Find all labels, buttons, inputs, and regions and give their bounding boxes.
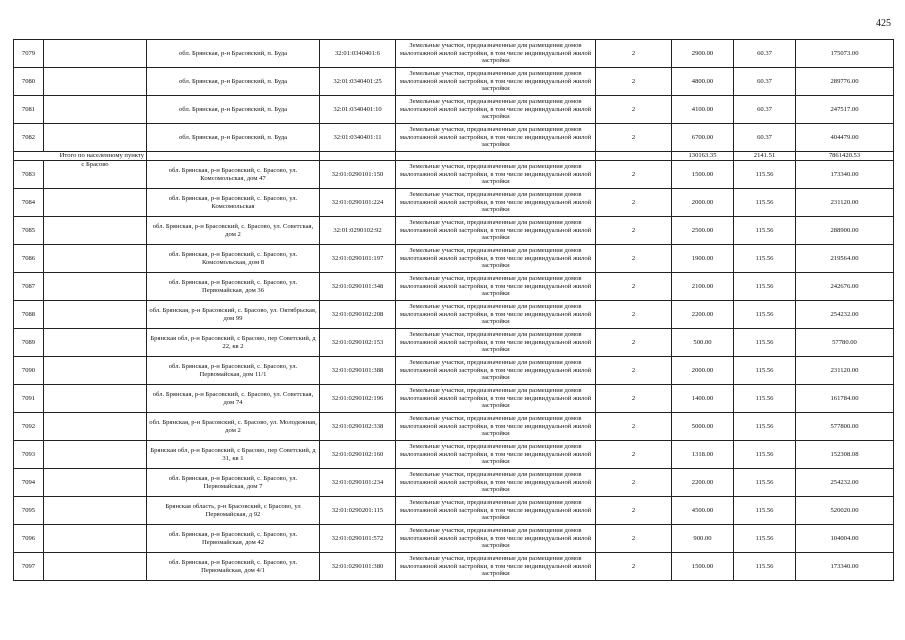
address-cell: обл. Брянская, р-н Брасовский, с. Брасово, ул. Комсомольская, дом 8: [147, 245, 320, 273]
table-row: [14, 441, 894, 469]
cadastral-value-cell: 288900.00: [796, 217, 894, 245]
land-category-cell: Земельные участки, предназначенные для размещения домов малоэтажной жилой застройки, в том числе индивидуальной жилой застройки: [396, 40, 596, 68]
row-number: 7081: [14, 96, 44, 124]
land-category-cell: Земельные участки, предназначенные для размещения домов малоэтажной жилой застройки, в том числе индивидуальной жилой застройки: [396, 96, 596, 124]
unit-price-cell: 60.37: [734, 124, 796, 152]
total-label: Итого по населенному пункту: [14, 152, 147, 161]
area-cell: 4800.00: [672, 68, 734, 96]
row-number: 7092: [14, 413, 44, 441]
address-cell: обл. Брянская, р-н Брасовский, п. Буда: [147, 124, 320, 152]
address-cell: обл. Брянская, р-н Брасовский, с. Брасово, ул. Советская, дом 74: [147, 385, 320, 413]
land-category-cell: Земельные участки, предназначенные для размещения домов малоэтажной жилой застройки, в том числе индивидуальной жилой застройки: [396, 553, 596, 581]
unit-price-cell: 60.37: [734, 40, 796, 68]
unit-price-cell: 115.56: [734, 553, 796, 581]
cadastral-value-cell: 152308.08: [796, 441, 894, 469]
unit-price-cell: 115.56: [734, 301, 796, 329]
land-category-cell: Земельные участки, предназначенные для размещения домов малоэтажной жилой застройки, в том числе индивидуальной жилой застройки: [396, 357, 596, 385]
group-cell: 2: [596, 553, 672, 581]
address-cell: обл. Брянская, р-н Брасовский, с. Брасово, ул. Первомайская, дом 11/1: [147, 357, 320, 385]
cadastral-number-cell: 32:01:0290201:115: [320, 497, 396, 525]
group-cell: 2: [596, 245, 672, 273]
address-cell: обл. Брянская, р-н Брасовский, п. Буда: [147, 96, 320, 124]
address-cell: обл. Брянская, р-н Брасовский, с. Брасово, ул. Молодежная, дом 2: [147, 413, 320, 441]
land-category-cell: Земельные участки, предназначенные для размещения домов малоэтажной жилой застройки, в том числе индивидуальной жилой застройки: [396, 301, 596, 329]
cadastral-value-cell: 175073.00: [796, 40, 894, 68]
unit-price-cell: 115.56: [734, 469, 796, 497]
settlement-cell: [44, 40, 147, 68]
cadastral-value-cell: 57780.00: [796, 329, 894, 357]
cadastral-value-cell: 289776.00: [796, 68, 894, 96]
row-number: 7088: [14, 301, 44, 329]
row-number: 7079: [14, 40, 44, 68]
settlement-cell: [44, 245, 147, 273]
area-cell: 6700.00: [672, 124, 734, 152]
cadastral-number-cell: 32:01:0290101:224: [320, 189, 396, 217]
group-cell: 2: [596, 161, 672, 189]
unit-price-cell: 115.56: [734, 385, 796, 413]
group-cell: 2: [596, 357, 672, 385]
land-category-cell: Земельные участки, предназначенные для размещения домов малоэтажной жилой застройки, в том числе индивидуальной жилой застройки: [396, 329, 596, 357]
cadastral-number-cell: 32:01:0290102:153: [320, 329, 396, 357]
group-cell: 2: [596, 525, 672, 553]
area-cell: 2500.00: [672, 217, 734, 245]
cadastral-value-cell: 231120.00: [796, 189, 894, 217]
settlement-cell: [44, 68, 147, 96]
cadastral-value-cell: 520020.00: [796, 497, 894, 525]
unit-price-cell: 60.37: [734, 68, 796, 96]
unit-price-cell: 115.56: [734, 497, 796, 525]
cadastral-number-cell: 32:01:0340401:25: [320, 68, 396, 96]
group-cell: 2: [596, 189, 672, 217]
cadastral-value-cell: 173340.00: [796, 161, 894, 189]
land-category-cell: Земельные участки, предназначенные для размещения домов малоэтажной жилой застройки, в том числе индивидуальной жилой застройки: [396, 469, 596, 497]
settlement-cell: [44, 469, 147, 497]
settlement-cell: [44, 273, 147, 301]
cadastral-value-cell: 231120.00: [796, 357, 894, 385]
unit-price-cell: 115.56: [734, 357, 796, 385]
area-cell: 1900.00: [672, 245, 734, 273]
table-row: [14, 413, 894, 441]
cadastral-value-cell: 404479.00: [796, 124, 894, 152]
settlement-cell: [44, 301, 147, 329]
page-number: 425: [876, 18, 891, 29]
area-cell: 2200.00: [672, 469, 734, 497]
settlement-cell: [44, 357, 147, 385]
area-cell: 900.00: [672, 525, 734, 553]
row-number: 7080: [14, 68, 44, 96]
area-cell: 1318.00: [672, 441, 734, 469]
settlement-cell: [44, 497, 147, 525]
area-cell: 500.00: [672, 329, 734, 357]
total-price: 2141.51: [734, 152, 796, 161]
row-number: 7083: [14, 161, 44, 189]
unit-price-cell: 60.37: [734, 96, 796, 124]
settlement-cell: [44, 329, 147, 357]
total-area: 130163.35: [672, 152, 734, 161]
area-cell: 1500.00: [672, 553, 734, 581]
area-cell: 2100.00: [672, 273, 734, 301]
table-row: [14, 96, 894, 124]
area-cell: 2000.00: [672, 357, 734, 385]
cadastral-value-cell: 254232.00: [796, 469, 894, 497]
address-cell: обл. Брянская, р-н Брасовский, с. Брасово, ул. Первомайская, дом 42: [147, 525, 320, 553]
table-row: [14, 329, 894, 357]
cadastral-value-cell: 254232.00: [796, 301, 894, 329]
row-number: 7096: [14, 525, 44, 553]
cadastral-value-cell: 242676.00: [796, 273, 894, 301]
cadastral-number-cell: 32:01:0290102:160: [320, 441, 396, 469]
address-cell: Брянская область, р-н Брасовский, с Брасово, ул Первомайская, д 92: [147, 497, 320, 525]
row-number: 7093: [14, 441, 44, 469]
cadastral-number-cell: 32:01:0290101:197: [320, 245, 396, 273]
cadastral-number-cell: 32:01:0290101:150: [320, 161, 396, 189]
cadastral-number-cell: 32:01:0290102:92: [320, 217, 396, 245]
table-row: [14, 189, 894, 217]
land-category-cell: Земельные участки, предназначенные для размещения домов малоэтажной жилой застройки, в том числе индивидуальной жилой застройки: [396, 385, 596, 413]
row-number: 7095: [14, 497, 44, 525]
land-category-cell: Земельные участки, предназначенные для размещения домов малоэтажной жилой застройки, в том числе индивидуальной жилой застройки: [396, 497, 596, 525]
table-row: [14, 124, 894, 152]
table-row: [14, 497, 894, 525]
settlement-total-row: [14, 152, 894, 161]
address-cell: обл. Брянская, р-н Брасовский, п. Буда: [147, 40, 320, 68]
area-cell: 5000.00: [672, 413, 734, 441]
land-category-cell: Земельные участки, предназначенные для размещения домов малоэтажной жилой застройки, в том числе индивидуальной жилой застройки: [396, 525, 596, 553]
settlement-cell: [44, 96, 147, 124]
group-cell: 2: [596, 273, 672, 301]
cadastral-number-cell: 32:01:0290102:196: [320, 385, 396, 413]
address-cell: обл. Брянская, р-н Брасовский, с. Брасово, ул. Первомайская, дом 7: [147, 469, 320, 497]
table-row: [14, 357, 894, 385]
table-row: [14, 301, 894, 329]
unit-price-cell: 115.56: [734, 273, 796, 301]
land-category-cell: Земельные участки, предназначенные для размещения домов малоэтажной жилой застройки, в том числе индивидуальной жилой застройки: [396, 217, 596, 245]
address-cell: обл. Брянская, р-н Брасовский, п. Буда: [147, 68, 320, 96]
cadastral-value-cell: 104004.00: [796, 525, 894, 553]
land-category-cell: Земельные участки, предназначенные для размещения домов малоэтажной жилой застройки, в том числе индивидуальной жилой застройки: [396, 245, 596, 273]
land-category-cell: Земельные участки, предназначенные для размещения домов малоэтажной жилой застройки, в том числе индивидуальной жилой застройки: [396, 68, 596, 96]
group-cell: 2: [596, 68, 672, 96]
cadastral-number-cell: 32:01:0290101:572: [320, 525, 396, 553]
land-category-cell: Земельные участки, предназначенные для размещения домов малоэтажной жилой застройки, в том числе индивидуальной жилой застройки: [396, 161, 596, 189]
cadastral-number-cell: 32:01:0340401:10: [320, 96, 396, 124]
row-number: 7086: [14, 245, 44, 273]
group-cell: 2: [596, 301, 672, 329]
table-row: [14, 553, 894, 581]
row-number: 7085: [14, 217, 44, 245]
area-cell: 2200.00: [672, 301, 734, 329]
cadastral-value-cell: 161784.00: [796, 385, 894, 413]
unit-price-cell: 115.56: [734, 161, 796, 189]
empty-cell: [596, 152, 672, 161]
group-cell: 2: [596, 497, 672, 525]
land-category-cell: Земельные участки, предназначенные для размещения домов малоэтажной жилой застройки, в том числе индивидуальной жилой застройки: [396, 441, 596, 469]
group-cell: 2: [596, 413, 672, 441]
area-cell: 2900.00: [672, 40, 734, 68]
cadastral-number-cell: 32:01:0340401:11: [320, 124, 396, 152]
empty-cell: [320, 152, 396, 161]
cadastral-number-cell: 32:01:0290102:338: [320, 413, 396, 441]
area-cell: 1400.00: [672, 385, 734, 413]
address-cell: Брянская обл, р-н Брасовский, с Брасово, пер Советский, д 22, кв 2: [147, 329, 320, 357]
table-row: [14, 385, 894, 413]
table-row: [14, 40, 894, 68]
group-cell: 2: [596, 217, 672, 245]
table-row: [14, 217, 894, 245]
settlement-cell: [44, 385, 147, 413]
address-cell: обл. Брянская, р-н Брасовский, с. Брасово, ул. Первомайская, дом 36: [147, 273, 320, 301]
cadastral-number-cell: 32:01:0290102:208: [320, 301, 396, 329]
cadastral-value-cell: 247517.00: [796, 96, 894, 124]
land-category-cell: Земельные участки, предназначенные для размещения домов малоэтажной жилой застройки, в том числе индивидуальной жилой застройки: [396, 273, 596, 301]
unit-price-cell: 115.56: [734, 245, 796, 273]
land-category-cell: Земельные участки, предназначенные для размещения домов малоэтажной жилой застройки, в том числе индивидуальной жилой застройки: [396, 189, 596, 217]
unit-price-cell: 115.56: [734, 525, 796, 553]
land-category-cell: Земельные участки, предназначенные для размещения домов малоэтажной жилой застройки, в том числе индивидуальной жилой застройки: [396, 413, 596, 441]
row-number: 7087: [14, 273, 44, 301]
row-number: 7090: [14, 357, 44, 385]
empty-cell: [147, 152, 320, 161]
group-cell: 2: [596, 124, 672, 152]
settlement-cell: [44, 553, 147, 581]
row-number: 7082: [14, 124, 44, 152]
row-number: 7094: [14, 469, 44, 497]
address-cell: обл. Брянская, р-н Брасовский, с. Брасово, ул. Комсомольская: [147, 189, 320, 217]
unit-price-cell: 115.56: [734, 189, 796, 217]
group-cell: 2: [596, 329, 672, 357]
cadastral-number-cell: 32:01:0290101:234: [320, 469, 396, 497]
empty-cell: [396, 152, 596, 161]
address-cell: обл. Брянская, р-н Брасовский, с. Брасово, ул. Советская, дом 2: [147, 217, 320, 245]
settlement-cell: [44, 525, 147, 553]
table-row: [14, 469, 894, 497]
address-cell: обл. Брянская, р-н Брасовский, с. Брасово, ул. Октябрьская, дом 99: [147, 301, 320, 329]
row-number: 7084: [14, 189, 44, 217]
unit-price-cell: 115.56: [734, 441, 796, 469]
settlement-cell: [44, 441, 147, 469]
settlement-cell: [44, 413, 147, 441]
cadastral-number-cell: 32:01:0340401:6: [320, 40, 396, 68]
row-number: 7089: [14, 329, 44, 357]
table-row: [14, 525, 894, 553]
settlement-cell: [44, 189, 147, 217]
area-cell: 1500.00: [672, 161, 734, 189]
group-cell: 2: [596, 40, 672, 68]
address-cell: Брянская обл, р-н Брасовский, с Брасово, пер Советский, д 31, кв 1: [147, 441, 320, 469]
total-value: 7861420.53: [796, 152, 894, 161]
row-number: 7091: [14, 385, 44, 413]
unit-price-cell: 115.56: [734, 413, 796, 441]
area-cell: 4100.00: [672, 96, 734, 124]
cadastral-number-cell: 32:01:0290101:380: [320, 553, 396, 581]
cadastral-value-cell: 219564.00: [796, 245, 894, 273]
settlement-cell: [44, 124, 147, 152]
cadastral-value-cell: 577800.00: [796, 413, 894, 441]
address-cell: обл. Брянская, р-н Брасовский, с. Брасово, ул. Комсомольская, дом 47: [147, 161, 320, 189]
table-row: [14, 245, 894, 273]
settlement-cell: [44, 217, 147, 245]
settlement-name: с Брасово: [44, 161, 147, 189]
land-category-cell: Земельные участки, предназначенные для размещения домов малоэтажной жилой застройки, в том числе индивидуальной жилой застройки: [396, 124, 596, 152]
land-registry-table: [13, 39, 894, 581]
address-cell: обл. Брянская, р-н Брасовский, с. Брасово, ул. Первомайская, дом 4/1: [147, 553, 320, 581]
area-cell: 4500.00: [672, 497, 734, 525]
unit-price-cell: 115.56: [734, 217, 796, 245]
table-row: [14, 68, 894, 96]
group-cell: 2: [596, 385, 672, 413]
group-cell: 2: [596, 96, 672, 124]
unit-price-cell: 115.56: [734, 329, 796, 357]
table-row: [14, 161, 894, 189]
cadastral-number-cell: 32:01:0290101:348: [320, 273, 396, 301]
cadastral-value-cell: 173340.00: [796, 553, 894, 581]
group-cell: 2: [596, 469, 672, 497]
table-row: [14, 273, 894, 301]
row-number: 7097: [14, 553, 44, 581]
cadastral-number-cell: 32:01:0290101:388: [320, 357, 396, 385]
group-cell: 2: [596, 441, 672, 469]
area-cell: 2000.00: [672, 189, 734, 217]
